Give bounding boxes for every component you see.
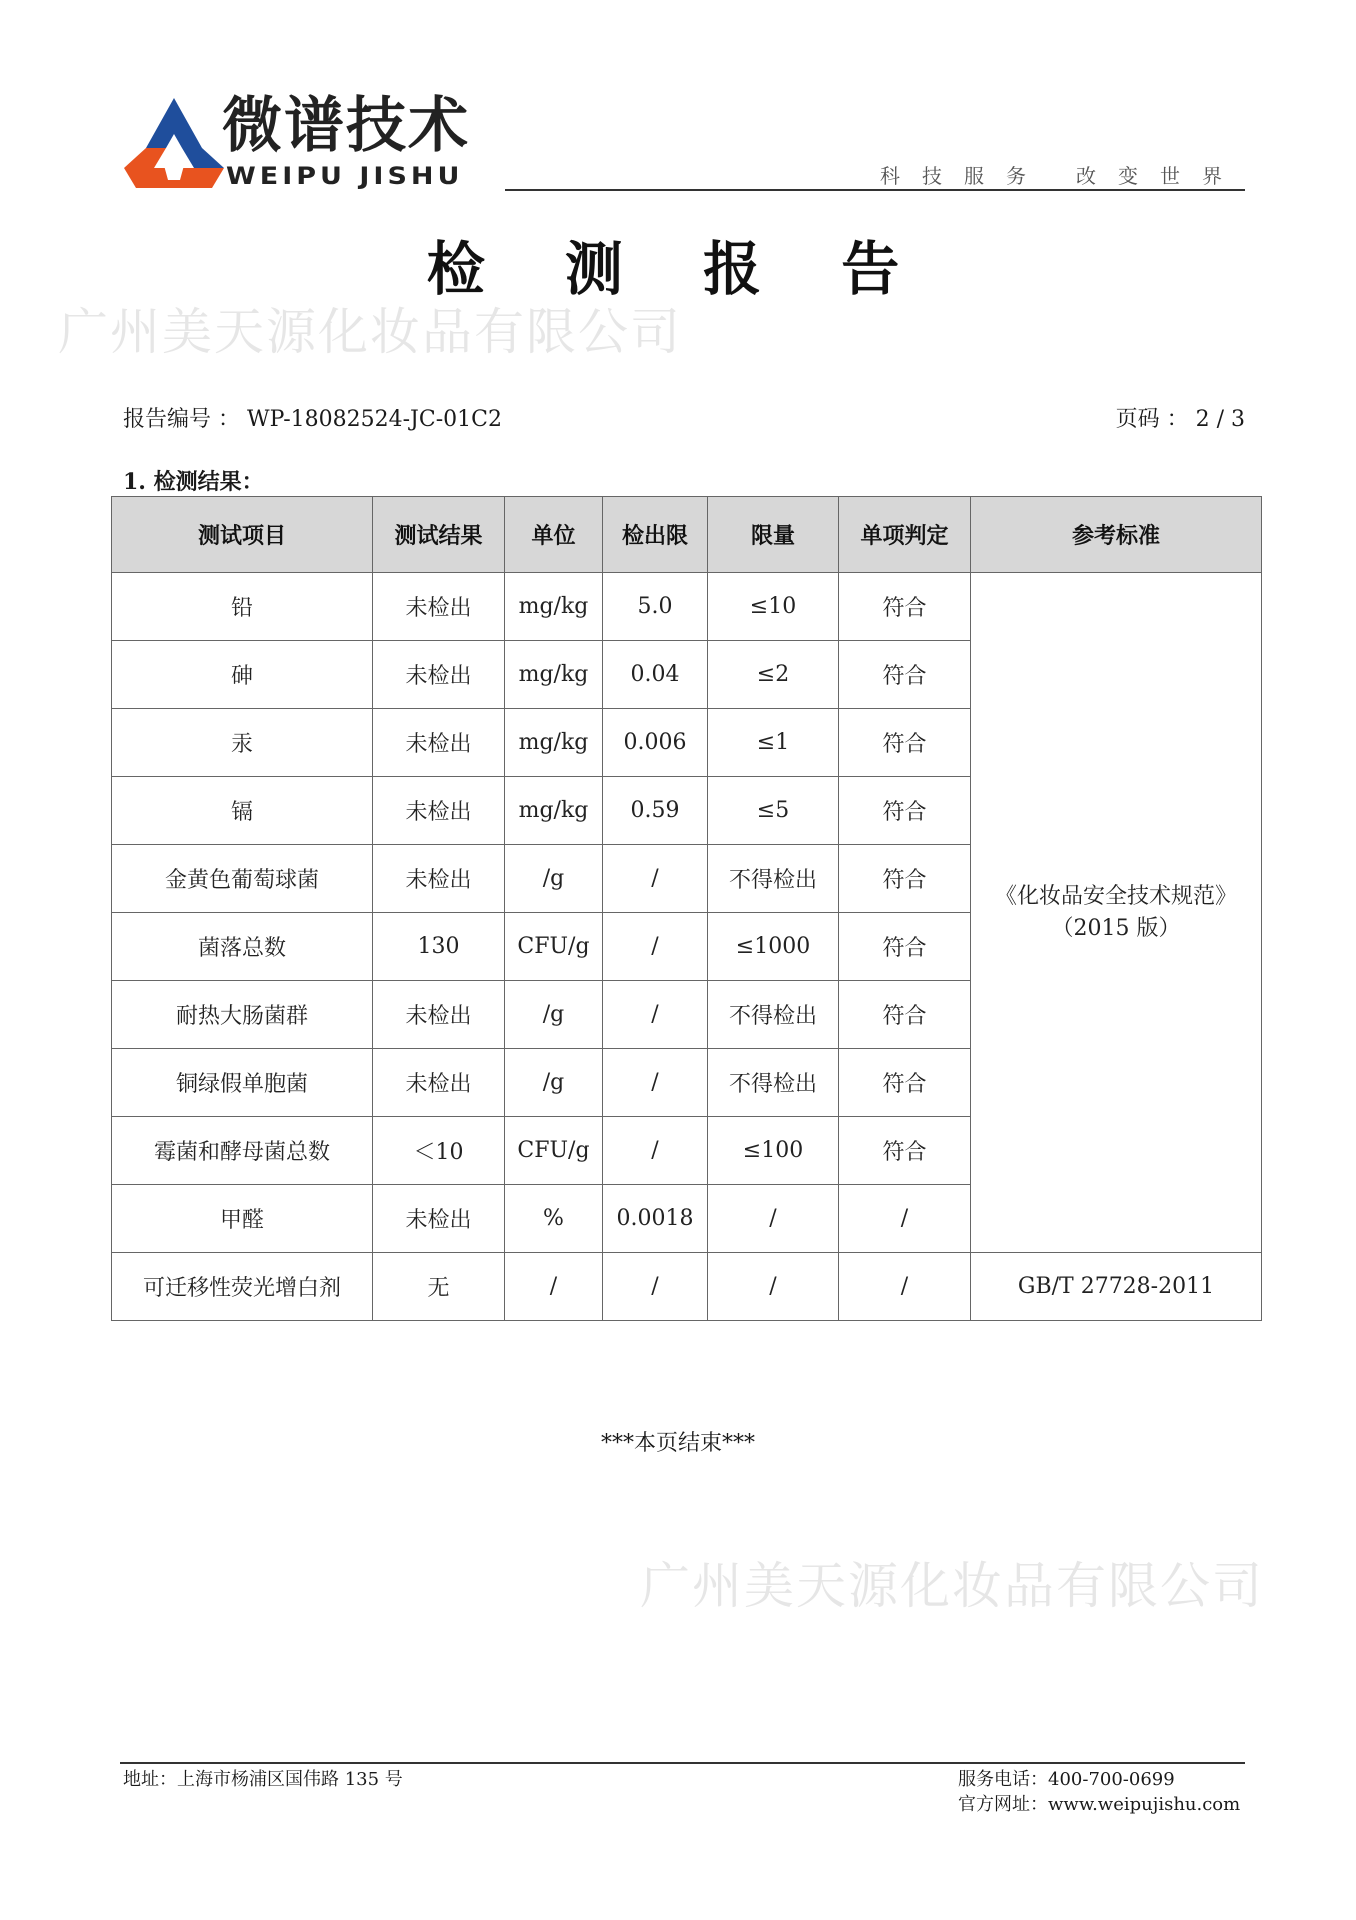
company-logo-english: WEIPU JISHU xyxy=(226,162,464,191)
report-number xyxy=(123,402,502,433)
column-header: 限量 xyxy=(708,497,839,573)
table-cell: ＜10 xyxy=(373,1117,505,1185)
slogan-right: 改变世界 xyxy=(1076,164,1244,188)
table-cell: 5.0 xyxy=(603,573,708,641)
table-cell: CFU/g xyxy=(505,1117,603,1185)
table-cell: / xyxy=(603,981,708,1049)
table-cell: /g xyxy=(505,981,603,1049)
table-cell: CFU/g xyxy=(505,913,603,981)
column-header: 测试项目 xyxy=(112,497,373,573)
table-row xyxy=(112,573,1262,641)
page-number-label: 页码 ： xyxy=(1115,407,1189,432)
table-cell: 符合 xyxy=(839,641,971,709)
table-cell: 符合 xyxy=(839,573,971,641)
table-cell: / xyxy=(708,1253,839,1321)
table-cell: 镉 xyxy=(112,777,373,845)
table-cell: mg/kg xyxy=(505,777,603,845)
table-cell: 符合 xyxy=(839,845,971,913)
company-logo-chinese: 微谱技术 xyxy=(222,91,470,161)
standard-line-2: （2015 版） xyxy=(1051,915,1181,941)
table-cell: 未检出 xyxy=(373,1185,505,1253)
page-title: 检 测 报 告 xyxy=(426,235,930,303)
table-cell: 未检出 xyxy=(373,709,505,777)
footer-address: 地址：上海市杨浦区国伟路 135 号 xyxy=(123,1769,403,1790)
table-cell: /g xyxy=(505,1049,603,1117)
table-cell: 0.04 xyxy=(603,641,708,709)
table-cell: ≤2 xyxy=(708,641,839,709)
table-cell: 霉菌和酵母菌总数 xyxy=(112,1117,373,1185)
company-slogan xyxy=(880,160,1244,189)
table-cell: 不得检出 xyxy=(708,981,839,1049)
table-cell: ≤1 xyxy=(708,709,839,777)
table-cell: 不得检出 xyxy=(708,1049,839,1117)
column-header: 参考标准 xyxy=(971,497,1262,573)
table-cell: 未检出 xyxy=(373,573,505,641)
table-cell: / xyxy=(505,1253,603,1321)
reference-standard-cell: GB/T 27728-2011 xyxy=(971,1253,1262,1321)
end-of-page-mark: ***本页结束*** xyxy=(600,1431,755,1456)
table-cell: 金黄色葡萄球菌 xyxy=(112,845,373,913)
reference-standard-cell xyxy=(971,573,1262,1253)
table-cell: 可迁移性荧光增白剂 xyxy=(112,1253,373,1321)
column-header: 单位 xyxy=(505,497,603,573)
table-cell: 未检出 xyxy=(373,777,505,845)
table-cell: / xyxy=(603,913,708,981)
table-cell: 未检出 xyxy=(373,845,505,913)
slogan-left: 科技服务 xyxy=(880,164,1048,188)
company-logo-icon xyxy=(118,96,230,196)
report-number-label: 报告编号 ： xyxy=(123,407,240,432)
table-cell: / xyxy=(603,1049,708,1117)
table-cell: mg/kg xyxy=(505,573,603,641)
table-cell: 耐热大肠菌群 xyxy=(112,981,373,1049)
table-cell: / xyxy=(839,1185,971,1253)
table-cell: ≤5 xyxy=(708,777,839,845)
table-cell: 符合 xyxy=(839,1049,971,1117)
table-cell: 符合 xyxy=(839,1117,971,1185)
table-cell: 0.0018 xyxy=(603,1185,708,1253)
watermark-bottom: 广州美天源化妆品有限公司 xyxy=(640,1557,1264,1615)
table-cell: 未检出 xyxy=(373,1049,505,1117)
table-cell: ≤1000 xyxy=(708,913,839,981)
table-cell: / xyxy=(603,1253,708,1321)
table-cell: 菌落总数 xyxy=(112,913,373,981)
table-cell: / xyxy=(603,1117,708,1185)
table-cell: 砷 xyxy=(112,641,373,709)
table-cell: 符合 xyxy=(839,709,971,777)
footer-website: 官方网址：www.weipujishu.com xyxy=(958,1794,1241,1815)
section-title: 1. 检测结果： xyxy=(123,469,264,495)
results-table xyxy=(111,496,1262,1321)
column-header: 单项判定 xyxy=(839,497,971,573)
table-cell: 130 xyxy=(373,913,505,981)
table-cell: % xyxy=(505,1185,603,1253)
table-cell: 未检出 xyxy=(373,981,505,1049)
table-cell: 未检出 xyxy=(373,641,505,709)
table-cell: / xyxy=(708,1185,839,1253)
table-cell: /g xyxy=(505,845,603,913)
table-cell: / xyxy=(839,1253,971,1321)
table-cell: 0.006 xyxy=(603,709,708,777)
table-cell: 无 xyxy=(373,1253,505,1321)
table-cell: ≤10 xyxy=(708,573,839,641)
table-cell: ≤100 xyxy=(708,1117,839,1185)
table-cell: mg/kg xyxy=(505,641,603,709)
table-cell: 甲醛 xyxy=(112,1185,373,1253)
footer-phone: 服务电话：400-700-0699 xyxy=(958,1769,1175,1790)
table-cell: 铅 xyxy=(112,573,373,641)
table-header-row xyxy=(112,497,1262,573)
table-cell: 符合 xyxy=(839,913,971,981)
table-cell: 铜绿假单胞菌 xyxy=(112,1049,373,1117)
table-cell: 汞 xyxy=(112,709,373,777)
page-number-value: 2 / 3 xyxy=(1195,407,1245,432)
table-cell: 符合 xyxy=(839,981,971,1049)
table-row xyxy=(112,1253,1262,1321)
footer-divider xyxy=(120,1762,1245,1764)
page-number xyxy=(1116,402,1245,433)
watermark-top: 广州美天源化妆品有限公司 xyxy=(58,303,682,361)
header-divider xyxy=(505,189,1245,191)
table-cell: 不得检出 xyxy=(708,845,839,913)
table-cell: 符合 xyxy=(839,777,971,845)
report-number-value: WP-18082524-JC-01C2 xyxy=(247,407,502,432)
table-cell: 0.59 xyxy=(603,777,708,845)
standard-line-1: 《化妆品安全技术规范》 xyxy=(994,883,1237,909)
column-header: 检出限 xyxy=(603,497,708,573)
table-cell: mg/kg xyxy=(505,709,603,777)
column-header: 测试结果 xyxy=(373,497,505,573)
table-cell: / xyxy=(603,845,708,913)
